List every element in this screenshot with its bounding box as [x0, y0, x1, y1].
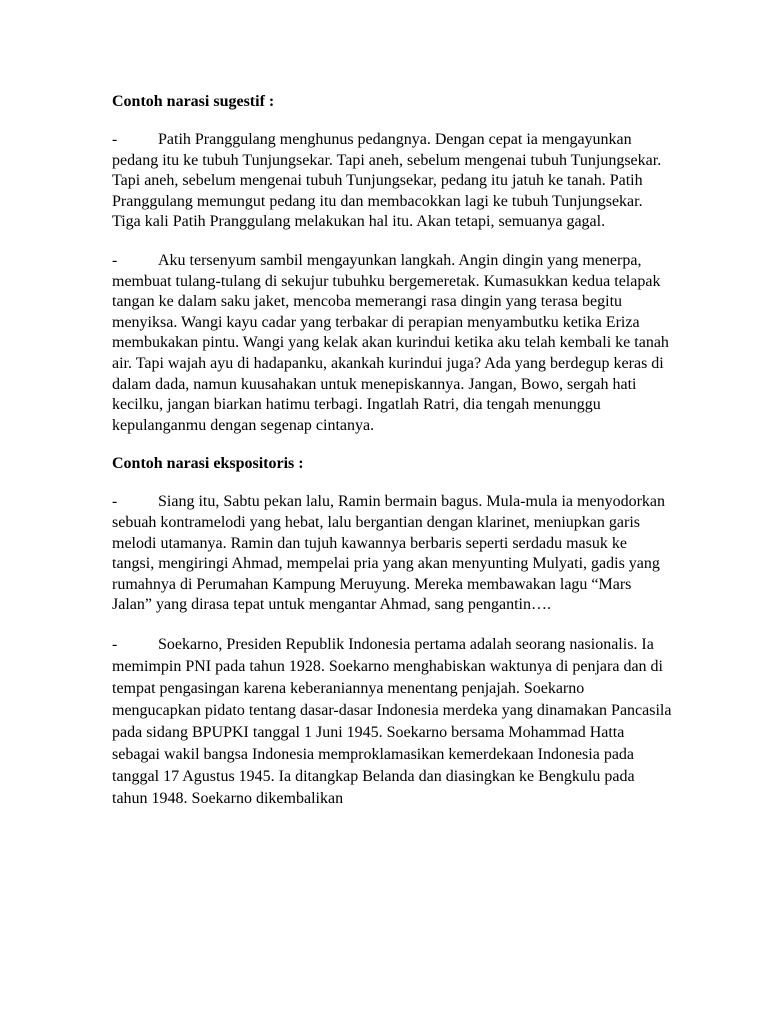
list-dash: - [112, 131, 118, 148]
paragraph-sugestif-1 [112, 130, 672, 233]
paragraph-text: Siang itu, Sabtu pekan lalu, Ramin bermain bagus. Mula-mula ia menyodorkan sebuah kontramelodi yang hebat, lalu bergantian dengan klarinet, meniupkan garis melodi utamanya. Ramin dan tujuh kawannya berbaris seperti serdadu masuk ke tangsi, mengiringi Ahmad, mempelai pria yang akan menyunting Mulyati, gadis yang rumahnya di Perumahan Kampung Meruyung. Mereka membawakan lagu “Mars Jalan” yang dirasa tepat untuk mengantar Ahmad, sang pengantin…. [112, 493, 666, 614]
paragraph-text: Soekarno, Presiden Republik Indonesia pertama adalah seorang nasionalis. Ia memimpin PNI pada tahun 1928. Soekarno menghabiskan waktunya di penjara dan di tempat pengasingan karena keberaniannya menentang penjajah. Soekarno mengucapkan pidato tentang dasar-dasar Indonesia merdeka yang dinamakan Pancasila pada sidang BPUPKI tanggal 1 Juni 1945. Soekarno bersama Mohammad Hatta sebagai wakil bangsa Indonesia memproklamasikan kemerdekaan Indonesia pada tanggal 17 Agustus 1945. Ia ditangkap Belanda dan diasingkan ke Bengkulu pada tahun 1948. Soekarno dikembalikan [112, 635, 672, 807]
paragraph-ekspositoris-1 [112, 492, 672, 616]
document-page [112, 84, 672, 828]
paragraph-ekspositoris-2 [112, 634, 672, 810]
list-dash: - [112, 635, 118, 653]
paragraph-text: Aku tersenyum sambil mengayunkan langkah. Angin dingin yang menerpa, membuat tulang-tulang di sekujur tubuhku bergemeretak. Kumasukkan kedua telapak tangan ke dalam saku jaket, mencoba memerangi rasa dingin yang terasa begitu menyiksa. Wangi kayu cadar yang terbakar di perapian menyambutku ketika Eriza membukakan pintu. Wangi yang kelak akan kurindui ketika aku telah kembali ke tanah air. Tapi wajah ayu di hadapanku, akankah kurindui juga? Ada yang berdegup keras di dalam dada, namun kuusahakan untuk menepiskannya. Jangan, Bowo, sergah hati kecilku, jangan biarkan hatimu terbagi. Ingatlah Ratri, dia tengah menunggu kepulanganmu dengan segenap cintanya. [112, 251, 669, 434]
paragraph-sugestif-2 [112, 251, 672, 436]
paragraph-text: Patih Pranggulang menghunus pedangnya. Dengan cepat ia mengayunkan pedang itu ke tubuh Tunjungsekar. Tapi aneh, sebelum mengenai tubuh Tunjungsekar. Tapi aneh, sebelum mengenai tubuh Tunjungsekar, pedang itu jatuh ke tanah. Patih Pranggulang memungut pedang itu dan membacokkan lagi ke tubuh Tunjungsekar. Tiga kali Patih Pranggulang melakukan hal itu. Akan tetapi, semuanya gagal. [112, 131, 662, 231]
section-heading-sugestif: Contoh narasi sugestif : [112, 93, 275, 110]
list-dash: - [112, 493, 118, 511]
list-dash: - [112, 251, 118, 269]
section-heading-ekspositoris: Contoh narasi ekspositoris : [112, 455, 304, 473]
